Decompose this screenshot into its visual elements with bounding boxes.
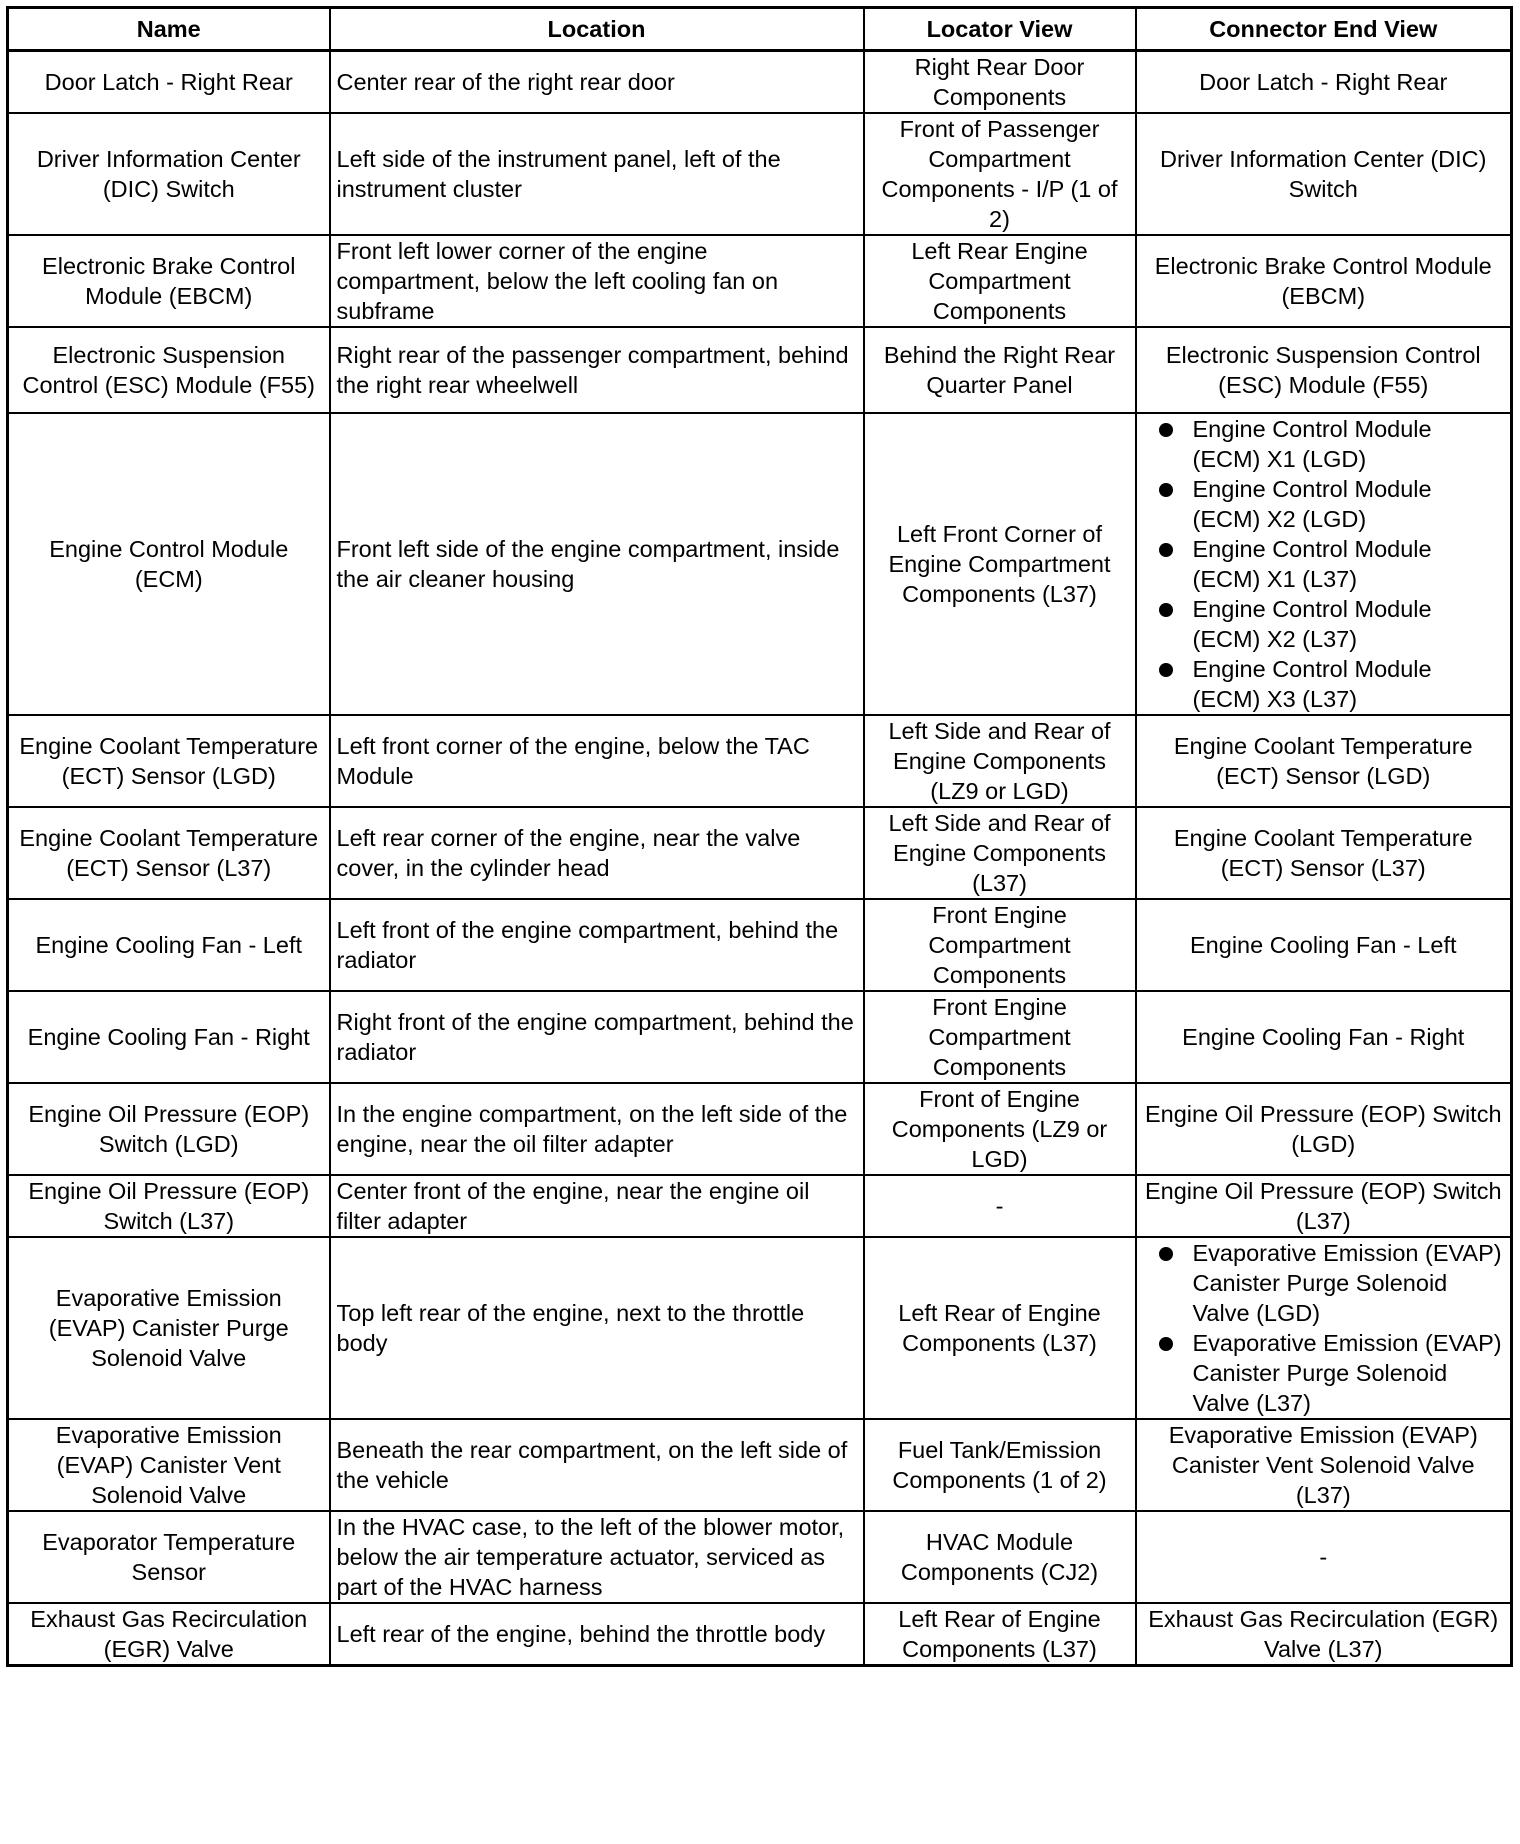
table-row (8, 899, 1512, 991)
table-row (8, 51, 1512, 114)
cell-locator-view: Front of Engine Components (LZ9 or LGD) (864, 1083, 1136, 1175)
cell-locator-view: - (864, 1175, 1136, 1237)
cell-location: In the HVAC case, to the left of the blower motor, below the air temperature actuator, serviced as part of the HVAC harness (330, 1511, 864, 1603)
cell-name: Engine Cooling Fan - Right (8, 991, 330, 1083)
cell-connector-end-view: Exhaust Gas Recirculation (EGR) Valve (L37) (1136, 1603, 1512, 1666)
cell-locator-view: Left Side and Rear of Engine Components (LZ9 or LGD) (864, 715, 1136, 807)
cell-connector-end-view: Electronic Brake Control Module (EBCM) (1136, 235, 1512, 327)
cell-locator-view: Fuel Tank/Emission Components (1 of 2) (864, 1419, 1136, 1511)
bullet-text: Engine Control Module (ECM) X2 (LGD) (1192, 476, 1432, 532)
cell-connector-end-view: Evaporative Emission (EVAP) Canister Vent Solenoid Valve (L37) (1136, 1419, 1512, 1511)
bullet-text: Evaporative Emission (EVAP) Canister Purge Solenoid Valve (L37) (1192, 1330, 1502, 1416)
table-row (8, 1083, 1512, 1175)
cell-location: Left front corner of the engine, below the TAC Module (330, 715, 864, 807)
header-name: Name (8, 8, 330, 51)
cell-name: Evaporator Temperature Sensor (8, 1511, 330, 1603)
header-location: Location (330, 8, 864, 51)
cell-location: Left front of the engine compartment, behind the radiator (330, 899, 864, 991)
header-row (8, 8, 1512, 51)
cell-locator-view: Behind the Right Rear Quarter Panel (864, 327, 1136, 413)
table-row (8, 235, 1512, 327)
table-row (8, 1175, 1512, 1237)
cell-locator-view: Front Engine Compartment Components (864, 899, 1136, 991)
cell-connector-end-view: Engine Oil Pressure (EOP) Switch (LGD) (1136, 1083, 1512, 1175)
bullet-dot-icon (1159, 543, 1173, 557)
bullet-dot-icon (1159, 1247, 1173, 1261)
table-row (8, 1419, 1512, 1511)
cell-name: Evaporative Emission (EVAP) Canister Purge Solenoid Valve (8, 1237, 330, 1419)
cell-locator-view: Right Rear Door Components (864, 51, 1136, 114)
cell-connector-end-view: - (1136, 1511, 1512, 1603)
cell-name: Electronic Suspension Control (ESC) Module (F55) (8, 327, 330, 413)
cell-connector-end-view: Engine Oil Pressure (EOP) Switch (L37) (1136, 1175, 1512, 1237)
cell-connector-end-view: Engine Coolant Temperature (ECT) Sensor (L37) (1136, 807, 1512, 899)
cell-locator-view: Left Front Corner of Engine Compartment Components (L37) (864, 413, 1136, 715)
table-body (8, 51, 1512, 1666)
bullet-text: Engine Control Module (ECM) X2 (L37) (1192, 596, 1432, 652)
table-row (8, 1237, 1512, 1419)
cell-location: Left rear of the engine, behind the throttle body (330, 1603, 864, 1666)
cell-location: Front left lower corner of the engine compartment, below the left cooling fan on subframe (330, 235, 864, 327)
bullet-text: Engine Control Module (ECM) X1 (LGD) (1192, 416, 1432, 472)
bullet-text: Engine Control Module (ECM) X1 (L37) (1192, 536, 1432, 592)
table-row (8, 1511, 1512, 1603)
bullet-dot-icon (1159, 483, 1173, 497)
cell-locator-view: Left Rear Engine Compartment Components (864, 235, 1136, 327)
bullet-dot-icon (1159, 423, 1173, 437)
table-row (8, 113, 1512, 235)
cell-name: Exhaust Gas Recirculation (EGR) Valve (8, 1603, 330, 1666)
cell-locator-view: Left Rear of Engine Components (L37) (864, 1237, 1136, 1419)
cell-name: Evaporative Emission (EVAP) Canister Vent Solenoid Valve (8, 1419, 330, 1511)
bullet-item (1153, 534, 1505, 594)
table-row (8, 413, 1512, 715)
cell-location: Right rear of the passenger compartment, behind the right rear wheelwell (330, 327, 864, 413)
cell-location: Left side of the instrument panel, left of the instrument cluster (330, 113, 864, 235)
cell-name: Door Latch - Right Rear (8, 51, 330, 114)
table-row (8, 715, 1512, 807)
cell-location: Right front of the engine compartment, behind the radiator (330, 991, 864, 1083)
cell-connector-end-view: Engine Cooling Fan - Right (1136, 991, 1512, 1083)
cell-location: Front left side of the engine compartment, inside the air cleaner housing (330, 413, 864, 715)
bullet-list (1143, 1238, 1505, 1418)
header-locator-view: Locator View (864, 8, 1136, 51)
bullet-dot-icon (1159, 603, 1173, 617)
bullet-dot-icon (1159, 663, 1173, 677)
cell-connector-end-view (1136, 1237, 1512, 1419)
bullet-item (1153, 1238, 1505, 1328)
cell-name: Engine Coolant Temperature (ECT) Sensor (LGD) (8, 715, 330, 807)
cell-name: Engine Oil Pressure (EOP) Switch (LGD) (8, 1083, 330, 1175)
cell-name: Engine Coolant Temperature (ECT) Sensor (L37) (8, 807, 330, 899)
cell-name: Engine Oil Pressure (EOP) Switch (L37) (8, 1175, 330, 1237)
cell-location: Beneath the rear compartment, on the left side of the vehicle (330, 1419, 864, 1511)
bullet-text: Evaporative Emission (EVAP) Canister Purge Solenoid Valve (LGD) (1192, 1240, 1502, 1326)
cell-name: Electronic Brake Control Module (EBCM) (8, 235, 330, 327)
table-row (8, 991, 1512, 1083)
cell-location: Left rear corner of the engine, near the valve cover, in the cylinder head (330, 807, 864, 899)
cell-location: Top left rear of the engine, next to the throttle body (330, 1237, 864, 1419)
bullet-item (1153, 654, 1505, 714)
cell-locator-view: Left Rear of Engine Components (L37) (864, 1603, 1136, 1666)
cell-connector-end-view: Driver Information Center (DIC) Switch (1136, 113, 1512, 235)
cell-connector-end-view: Electronic Suspension Control (ESC) Module (F55) (1136, 327, 1512, 413)
cell-location: Center front of the engine, near the engine oil filter adapter (330, 1175, 864, 1237)
bullet-list (1143, 414, 1505, 714)
cell-name: Driver Information Center (DIC) Switch (8, 113, 330, 235)
component-locator-table (6, 6, 1513, 1667)
header-connector-end-view: Connector End View (1136, 8, 1512, 51)
table-row (8, 807, 1512, 899)
bullet-item (1153, 414, 1505, 474)
bullet-item (1153, 594, 1505, 654)
bullet-item (1153, 474, 1505, 534)
cell-connector-end-view: Engine Cooling Fan - Left (1136, 899, 1512, 991)
bullet-text: Engine Control Module (ECM) X3 (L37) (1192, 656, 1432, 712)
cell-locator-view: Front Engine Compartment Components (864, 991, 1136, 1083)
cell-location: Center rear of the right rear door (330, 51, 864, 114)
cell-location: In the engine compartment, on the left side of the engine, near the oil filter adapter (330, 1083, 864, 1175)
cell-name: Engine Control Module (ECM) (8, 413, 330, 715)
cell-locator-view: HVAC Module Components (CJ2) (864, 1511, 1136, 1603)
cell-connector-end-view: Door Latch - Right Rear (1136, 51, 1512, 114)
cell-connector-end-view: Engine Coolant Temperature (ECT) Sensor (LGD) (1136, 715, 1512, 807)
table-row (8, 1603, 1512, 1666)
cell-name: Engine Cooling Fan - Left (8, 899, 330, 991)
bullet-dot-icon (1159, 1337, 1173, 1351)
table-row (8, 327, 1512, 413)
bullet-item (1153, 1328, 1505, 1418)
cell-locator-view: Front of Passenger Compartment Components - I/P (1 of 2) (864, 113, 1136, 235)
cell-connector-end-view (1136, 413, 1512, 715)
cell-locator-view: Left Side and Rear of Engine Components (L37) (864, 807, 1136, 899)
